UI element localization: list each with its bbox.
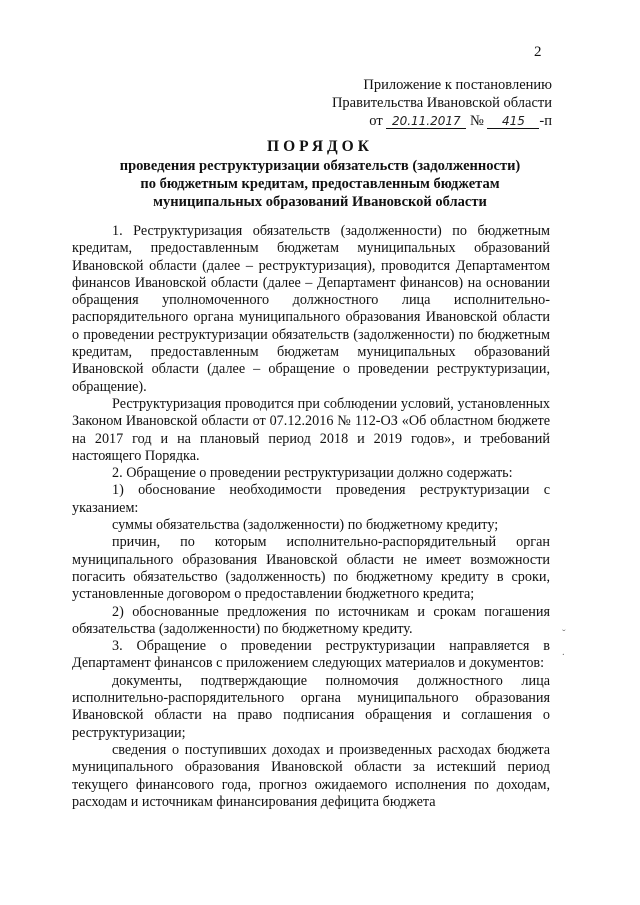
appendix-line-1: Приложение к постановлению: [363, 77, 552, 93]
paragraph-4: 1) обоснование необходимости проведения реструктуризации с указанием:: [72, 482, 550, 516]
from-label: от: [369, 113, 383, 129]
paragraph-3: 2. Обращение о проведении реструктуризации должно содержать:: [112, 465, 513, 482]
subtitle-line-2: по бюджетным кредитам, предоставленным бюджетам: [140, 176, 500, 192]
paragraph-7: 2) обоснованные предложения по источникам и срокам погашения обязательства (задолженности) по бюджетному кредиту.: [72, 603, 550, 637]
paragraph-10: сведения о поступивших доходах и произведенных расходах бюджета муниципального образования Ивановской области за истекший период текущего финансового года, прогноз ожидаемого исполнения по доходам, расходам и источникам финансирования дефицита бюджета: [72, 741, 550, 810]
subtitle-line-1: проведения реструктуризации обязательств (задолженности): [119, 158, 521, 174]
paragraph-1: 1. Реструктуризация обязательств (задолженности) по бюджетным кредитам, предоставленным бюджетам муниципальных образований Ивановской области (далее – реструктуризация), проводится Департаментом финансов Ивановской области (далее – Департамент финансов) на основании обращения уполномоченного должностного лица исполнительно-распорядительного органа муниципального образования Ивановской области о проведении реструктуризации обязательств (задолженности) по бюджетным кредитам, предоставленным бюджетам муниципальных образований Ивановской области (далее – обращение о проведении реструктуризации, обращение).: [72, 223, 550, 395]
appendix-line-2: Правительства Ивановской области: [331, 95, 552, 111]
number-label: №: [469, 113, 484, 129]
decree-date: 20.11.2017: [386, 115, 466, 129]
page-number: 2: [534, 44, 542, 60]
paragraph-5: суммы обязательства (задолженности) по бюджетному кредиту;: [112, 517, 499, 534]
paragraph-9: документы, подтверждающие полномочия должностного лица исполнительно-распорядительного органа муниципального образования Ивановской области на право подписания обращения и соглашения о реструктуризации;: [72, 672, 550, 741]
appendix-date-line: [322, 112, 552, 130]
number-suffix: -п: [539, 113, 552, 129]
document-subtitle: [60, 157, 580, 211]
document-body: [72, 223, 550, 811]
paragraph-2: Реструктуризация проводится при соблюдении условий, установленных Законом Ивановской области от 07.12.2016 № 112-ОЗ «Об областном бюджете на 2017 год и на плановый период 2018 и 2019 годов», и требований настоящего Порядка.: [72, 395, 550, 464]
paragraph-8: 3. Обращение о проведении реструктуризации направляется в Департамент финансов с приложением следующих материалов и документов:: [72, 638, 550, 672]
scan-mark: .: [562, 646, 565, 658]
scan-mark: ˇ: [562, 628, 566, 640]
decree-number: 415: [487, 115, 539, 129]
paragraph-6: причин, по которым исполнительно-распорядительный орган муниципального образования Ивановской области не имеет возможности погасить обязательство (задолженность) по бюджетному кредиту в сроки, установленные договором о предоставлении бюджетного кредита;: [72, 534, 550, 603]
document-title: ПОРЯДОК: [267, 138, 373, 155]
appendix-header: [322, 76, 552, 130]
subtitle-line-3: муниципальных образований Ивановской области: [153, 194, 487, 210]
